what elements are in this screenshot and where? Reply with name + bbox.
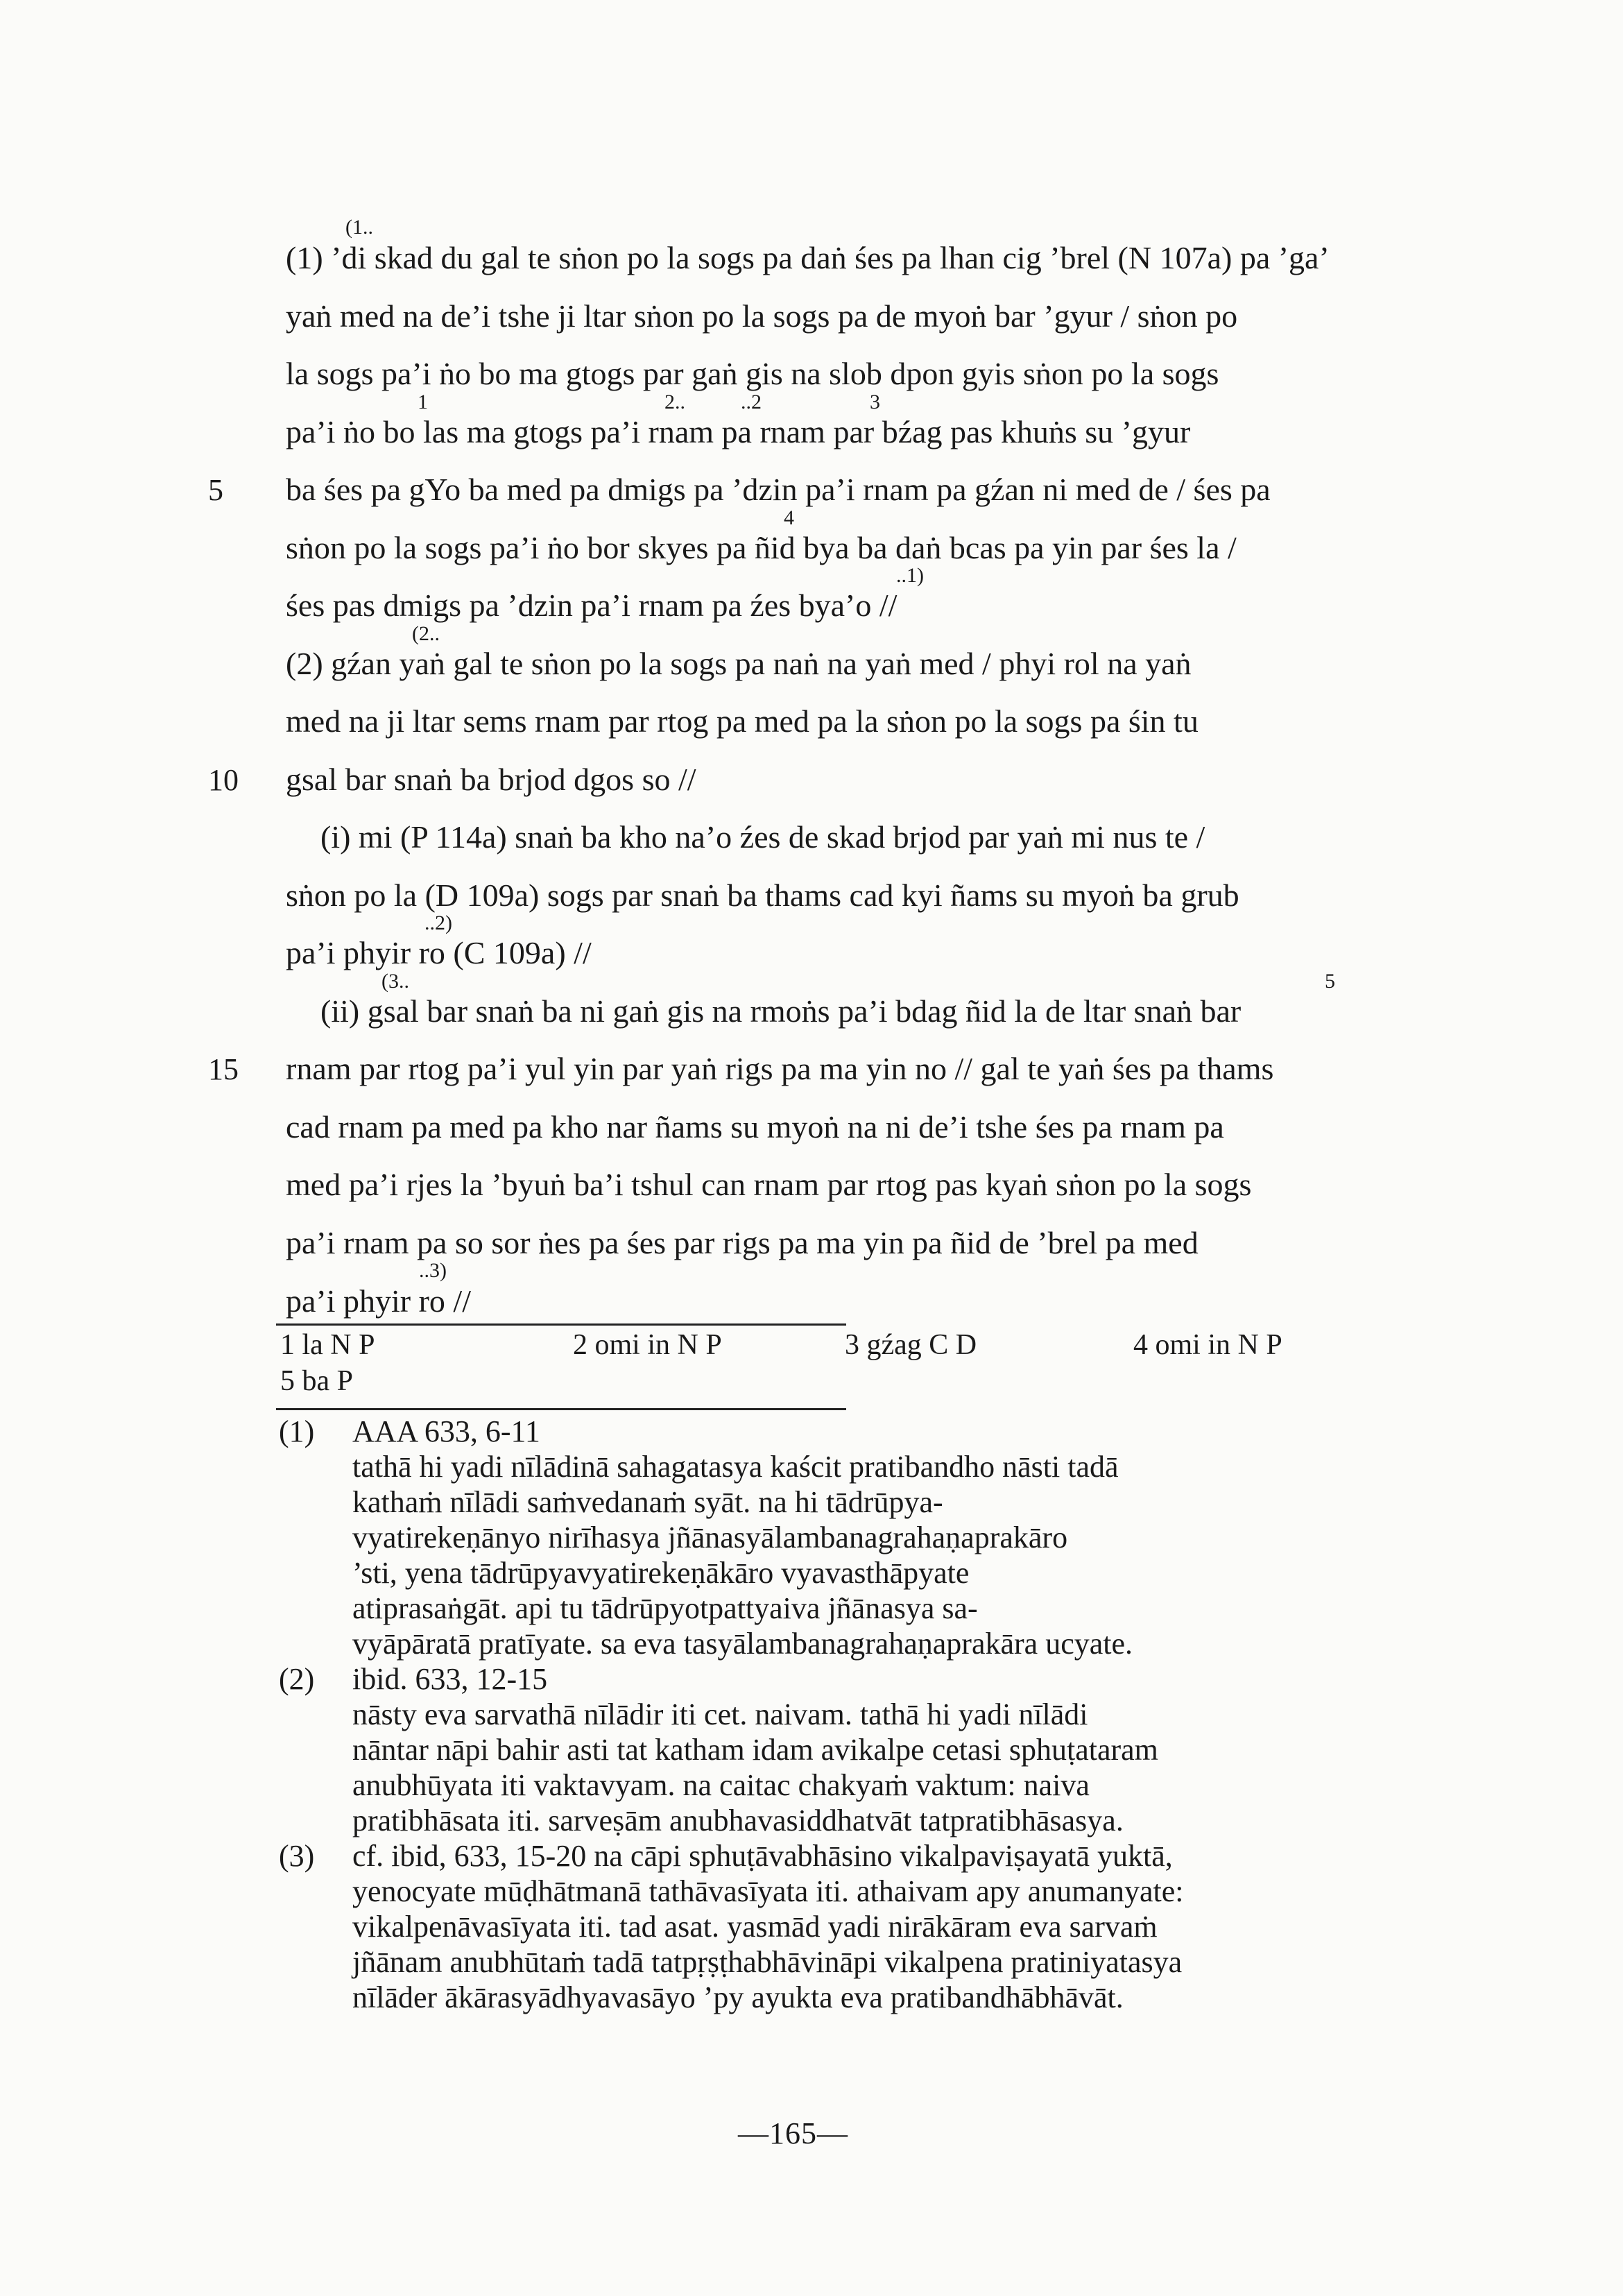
text-line: gsal bar snaṅ ba brjod dgos so // <box>286 762 696 797</box>
text-line: śes pas dmigs pa ’dzin pa’i rnam pa źes bya’o // <box>286 588 898 623</box>
footnote-line: atiprasaṅgāt. api tu tādrūpyotpattyaiva jñānasya sa- <box>352 1591 978 1625</box>
text-line: (1) ’di skad du gal te sṅon po la sogs pa daṅ śes pa lhan cig ’brel (N 107a) pa ’ga’ <box>286 240 1330 275</box>
page-number: —165— <box>738 2116 848 2150</box>
reference-marker: ..3) <box>419 1259 447 1282</box>
text-line: (2) gźan yaṅ gal te sṅon po la sogs pa naṅ na yaṅ med / phyi rol na yaṅ <box>286 646 1192 681</box>
footnote-line: nāntar nāpi bahir asti tat katham idam avikalpe cetasi sphuṭataram <box>352 1733 1158 1767</box>
reference-marker: 2.. <box>664 391 685 413</box>
line-number: 5 <box>208 473 223 507</box>
text-line: med pa’i rjes la ’byuṅ ba’i tshul can rnam par rtog pas kyaṅ sṅon po la sogs <box>286 1167 1252 1202</box>
reference-marker: 3 <box>870 391 880 413</box>
line-number: 15 <box>208 1052 239 1086</box>
variant-note: 2 omi in N P <box>573 1329 722 1361</box>
text-line: pa’i phyir ro (C 109a) // <box>286 935 592 970</box>
reference-marker: 4 <box>784 506 794 529</box>
footnote-number: (2) <box>279 1662 315 1696</box>
text-line: yaṅ med na de’i tshe ji ltar sṅon po la sogs pa de myoṅ bar ’gyur / sṅon po <box>286 298 1238 334</box>
footnote-line: yenocyate mūḍhātmanā tathāvasīyata iti. athaivam apy anumanyate: <box>352 1874 1184 1908</box>
text-line: rnam par rtog pa’i yul yin par yaṅ rigs pa ma yin no // gal te yaṅ śes pa thams <box>286 1051 1274 1086</box>
text-line: pa’i phyir ro // <box>286 1283 471 1319</box>
footnote-line: ’sti, yena tādrūpyavyatirekeṇākāro vyavasthāpyate <box>352 1556 970 1590</box>
footnote-number: (3) <box>279 1839 315 1873</box>
reference-marker: ..2) <box>424 911 452 934</box>
footnote-line: pratibhāsata iti. sarveṣām anubhavasiddhatvāt tatpratibhāsasya. <box>352 1804 1124 1837</box>
variant-note: 4 omi in N P <box>1133 1329 1282 1361</box>
footnote-line: AAA 633, 6-11 <box>352 1414 540 1448</box>
footnote-line: cf. ibid, 633, 15-20 na cāpi sphuṭāvabhāsino vikalpaviṣayatā yuktā, <box>352 1839 1173 1873</box>
text-line: la sogs pa’i ṅo bo ma gtogs par gaṅ gis na slob dpon gyis sṅon po la sogs <box>286 356 1219 391</box>
text-line: (i) mi (P 114a) snaṅ ba kho na’o źes de skad brjod par yaṅ mi nus te / <box>320 819 1205 855</box>
text-line: sṅon po la (D 109a) sogs par snaṅ ba thams cad kyi ñams su myoṅ ba grub <box>286 877 1239 913</box>
reference-marker: (1.. <box>345 216 373 239</box>
variant-note: 1 la N P <box>280 1329 375 1361</box>
reference-marker: 1 <box>418 391 428 413</box>
footnote-line: jñānam anubhūtaṁ tadā tatpṛṣṭhabhāvināpi vikalpena pratiniyatasya <box>352 1945 1183 1979</box>
footnote-line: anubhūyata iti vaktavyam. na caitac chakyaṁ vaktum: naiva <box>352 1768 1090 1802</box>
footnote-line: ibid. 633, 12-15 <box>352 1662 548 1696</box>
reference-marker: ..1) <box>896 564 924 587</box>
footnote-line: tathā hi yadi nīlādinā sahagatasya kaścit pratibandho nāsti tadā <box>352 1450 1119 1484</box>
footnote-line: kathaṁ nīlādi saṁvedanaṁ syāt. na hi tādrūpya- <box>352 1485 943 1519</box>
text-line: cad rnam pa med pa kho nar ñams su myoṅ na ni de’i tshe śes pa rnam pa <box>286 1109 1224 1145</box>
reference-marker: ..2 <box>741 391 762 413</box>
footnote-line: nāsty eva sarvathā nīlādir iti cet. naivam. tathā hi yadi nīlādi <box>352 1697 1088 1731</box>
text-line: pa’i ṅo bo las ma gtogs pa’i rnam pa rnam par bźag pas khuṅs su ’gyur <box>286 414 1191 449</box>
rule-divider <box>276 1408 846 1410</box>
variant-note: 5 ba P <box>280 1365 353 1397</box>
text-line: sṅon po la sogs pa’i ṅo bor skyes pa ñid bya ba daṅ bcas pa yin par śes la / <box>286 530 1237 565</box>
text-line: ba śes pa gYo ba med pa dmigs pa ’dzin pa’i rnam pa gźan ni med de / śes pa <box>286 472 1271 507</box>
rule-divider <box>276 1323 846 1326</box>
reference-marker: (3.. <box>381 970 409 993</box>
reference-marker: 5 <box>1325 970 1335 993</box>
text-line: pa’i rnam pa so sor ṅes pa śes par rigs pa ma yin pa ñid de ’brel pa med <box>286 1225 1199 1260</box>
text-line: med na ji ltar sems rnam par rtog pa med pa la sṅon po la sogs pa śin tu <box>286 703 1199 739</box>
text-line: (ii) gsal bar snaṅ ba ni gaṅ gis na rmoṅs pa’i bdag ñid la de ltar snaṅ bar <box>320 993 1242 1029</box>
footnote-line: vyatirekeṇānyo nirīhasya jñānasyālambanagrahaṇaprakāro <box>352 1520 1068 1554</box>
footnote-line: nīlāder ākārasyādhyavasāyo ’py ayukta eva pratibandhābhāvāt. <box>352 1980 1124 2014</box>
variant-note: 3 gźag C D <box>845 1329 977 1361</box>
footnote-line: vyāpāratā pratīyate. sa eva tasyālambanagrahaṇaprakāra ucyate. <box>352 1627 1133 1661</box>
footnote-number: (1) <box>279 1414 315 1448</box>
footnote-line: vikalpenāvasīyata iti. tad asat. yasmād yadi nirākāram eva sarvaṁ <box>352 1910 1158 1944</box>
reference-marker: (2.. <box>412 622 440 645</box>
line-number: 10 <box>208 763 239 797</box>
